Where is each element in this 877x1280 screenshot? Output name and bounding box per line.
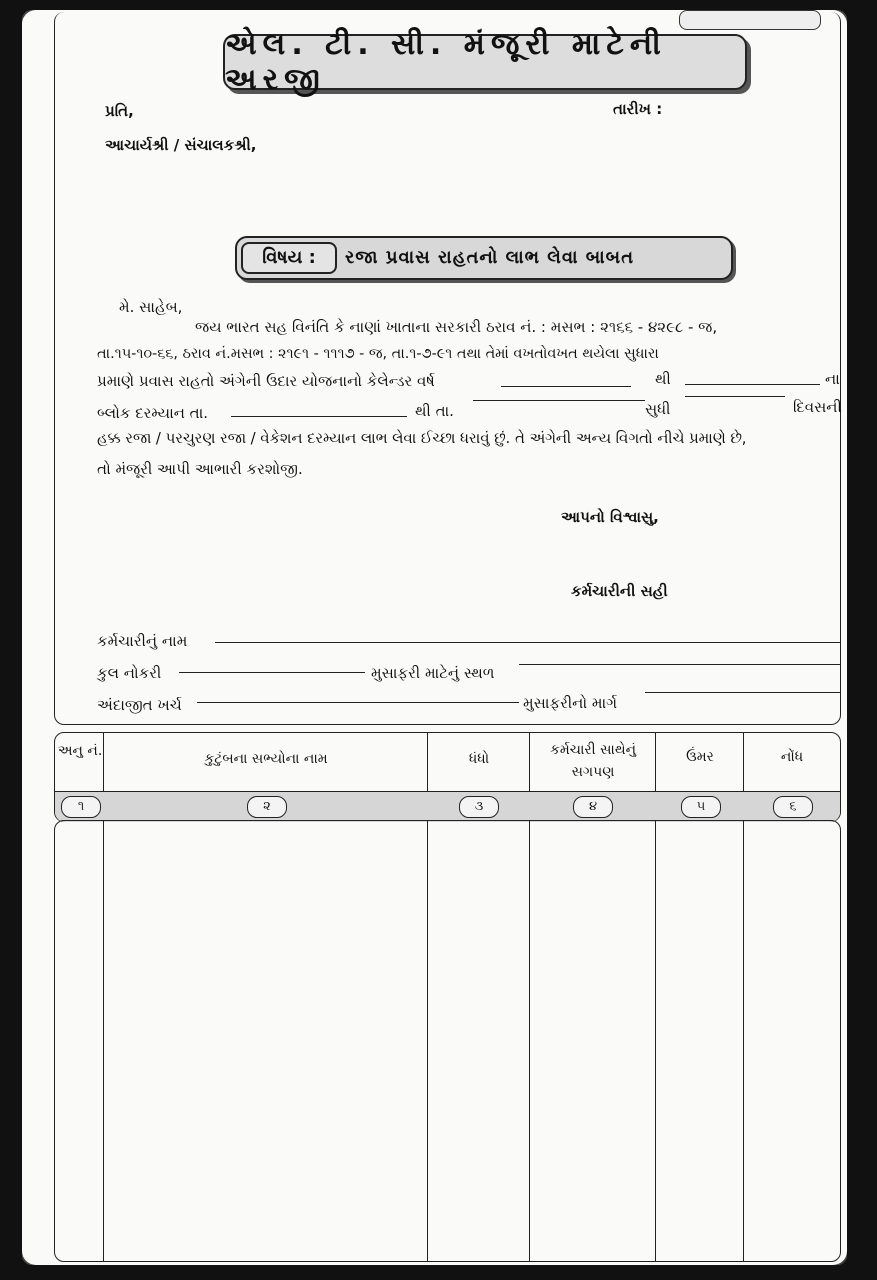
addressee: આચાર્યશ્રી / સંચાલકશ્રી, bbox=[105, 136, 257, 154]
letter-section bbox=[54, 12, 841, 725]
travel-place-field[interactable] bbox=[519, 664, 840, 665]
employee-name-label: કર્મચારીનું નામ bbox=[97, 632, 188, 650]
col-divider bbox=[743, 821, 744, 1261]
estimated-cost-field[interactable] bbox=[197, 702, 519, 703]
letter-line-1: જય ભારત સહ વિનંતિ કે નાણાં ખાતાના સરકારી ઠરાવ નં. : મસભ : ૨૧૬૬ - ૪૨૯૮ - જ, bbox=[195, 318, 718, 336]
to-label: પ્રતિ, bbox=[105, 102, 134, 120]
letter-line-6: તો મંજૂરી આપી આભારી કરશોજી. bbox=[97, 460, 303, 478]
column-number: ૪ bbox=[573, 796, 613, 818]
column-number: ૩ bbox=[459, 796, 499, 818]
signature-label: કર્મચારીની સહી bbox=[571, 582, 668, 600]
header-occupation: ધંધો bbox=[468, 751, 490, 767]
column-number: ૬ bbox=[773, 796, 813, 818]
employee-name-field[interactable] bbox=[215, 642, 840, 643]
col-divider bbox=[529, 821, 530, 1261]
year-to-blank[interactable] bbox=[685, 384, 820, 385]
family-table-header bbox=[54, 732, 841, 822]
subject-label: વિષય : bbox=[241, 242, 337, 274]
estimated-cost-label: અંદાજીત ખર્ચ bbox=[97, 696, 182, 714]
letter-line-3b: થી bbox=[655, 370, 671, 388]
salutation: મે. સાહેબ, bbox=[119, 298, 183, 316]
header-age: ઉંમર bbox=[686, 749, 714, 765]
travel-route-field[interactable] bbox=[645, 692, 840, 693]
letter-line-4b: થી તા. bbox=[415, 402, 454, 420]
subject-badge bbox=[235, 236, 733, 280]
form-page bbox=[22, 10, 847, 1265]
header-remarks: નોંધ bbox=[780, 749, 804, 765]
col-divider bbox=[655, 821, 656, 1261]
travel-place-label: મુસાફરી માટેનું સ્થળ bbox=[371, 664, 495, 682]
total-service-field[interactable] bbox=[179, 672, 365, 673]
column-number: ૫ bbox=[681, 796, 721, 818]
letter-line-2: તા.૧૫-૧૦-૬૬, ઠરાવ નં.મસભ : ૨૧૯૧ - ૧૧૧૭ - જ, તા.૧-૭-૯૧ તથા તેમાં વખતોવખત થયેલા સુધારા bbox=[97, 346, 659, 362]
form-title: એલ. ટી. સી. મંજૂરી માટેની અરજી bbox=[223, 34, 747, 90]
total-service-label: કુલ નોકરી bbox=[97, 664, 162, 682]
column-number: ૨ bbox=[247, 796, 287, 818]
col-divider bbox=[103, 821, 104, 1261]
letter-line-4d: દિવસની bbox=[793, 398, 842, 416]
date-from-blank[interactable] bbox=[231, 416, 407, 417]
letter-line-4c: સુધી bbox=[645, 400, 671, 418]
date-to-blank[interactable] bbox=[473, 400, 645, 401]
year-from-blank[interactable] bbox=[501, 386, 631, 387]
subject-text: રજા પ્રવાસ રાહતનો લાભ લેવા બાબત bbox=[345, 247, 635, 268]
date-label: તારીખ : bbox=[613, 100, 663, 118]
travel-route-label: મુસાફરીનો માર્ગ bbox=[523, 694, 618, 712]
col-divider bbox=[427, 821, 428, 1261]
column-number: ૧ bbox=[61, 796, 101, 818]
family-table-body[interactable] bbox=[54, 820, 841, 1262]
letter-line-4a: બ્લોક દરમ્યાન તા. bbox=[97, 404, 209, 422]
letter-line-3c: ના bbox=[825, 370, 840, 388]
closing: આપનો વિશ્વાસુ, bbox=[561, 508, 659, 526]
days-blank[interactable] bbox=[685, 396, 785, 397]
header-serial: અનુ નં. bbox=[57, 743, 103, 759]
header-relation: કર્મચારી સાથેનું સગપણ bbox=[549, 742, 637, 780]
column-number-strip bbox=[55, 791, 840, 822]
letter-line-5: હક્ક રજા / પરચુરણ રજા / વેકેશન દરમ્યાન લાભ લેવા ઈચ્છા ધરાવું છું. તે અંગેની અન્ય વિગતો નીચે પ્રમાણે છે, bbox=[97, 430, 747, 447]
header-member-name: કુટુંબના સભ્યોના નામ bbox=[204, 751, 328, 767]
letter-line-3a: પ્રમાણે પ્રવાસ રાહતો અંગેની ઉદાર યોજનાનો કેલેન્ડર વર્ષ bbox=[97, 372, 435, 390]
